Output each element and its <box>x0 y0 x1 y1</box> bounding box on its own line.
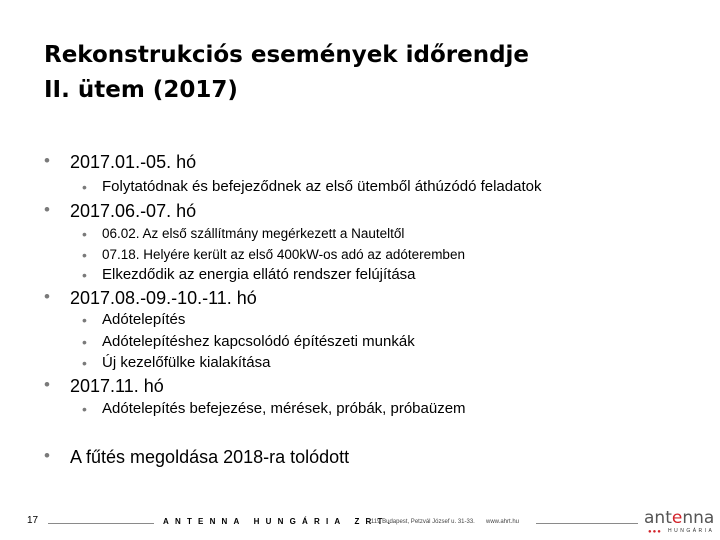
bullet-icon: • <box>82 334 87 350</box>
bullet-icon: • <box>82 179 87 195</box>
footer-address: 1119 Budapest, Petzvál József u. 31-33. <box>368 519 475 525</box>
bullet-icon: • <box>44 151 50 170</box>
section-label: 2017.06.-07. hó <box>70 201 197 221</box>
bullet-icon: • <box>82 401 87 417</box>
bullet-icon: • <box>82 247 87 263</box>
footer-divider-left <box>48 523 154 524</box>
item-text: 06.02. Az első szállítmány megérkezett a Nauteltől <box>102 226 405 241</box>
item-text: Folytatódnak és befejeződnek az első ütemből áthúzódó feladatok <box>102 178 542 195</box>
section-label: 2017.08.-09.-10.-11. hó <box>70 288 257 308</box>
item-text: Új kezelőfülke kialakítása <box>102 354 271 371</box>
footer-company: ANTENNA HUNGÁRIA ZRT. <box>163 517 397 526</box>
bullet-icon: • <box>82 312 87 328</box>
footer-divider-right <box>536 523 638 524</box>
bullet-icon: • <box>44 446 50 465</box>
bullet-icon: • <box>44 200 50 219</box>
page-number: 17 <box>27 515 39 526</box>
bullet-icon: • <box>44 375 50 394</box>
section-label: 2017.11. hó <box>70 376 164 396</box>
bullet-icon: • <box>82 267 87 283</box>
bullet-icon: • <box>44 287 50 306</box>
item-text: Adótelepítés befejezése, mérések, próbák, próbaüzem <box>102 400 466 417</box>
bullet-icon: • <box>82 226 87 242</box>
item-text: 07.18. Helyére került az első 400kW-os adó az adóteremben <box>102 247 465 262</box>
logo-dots-icon: ●●● <box>648 529 662 535</box>
section-label: A fűtés megoldása 2018-ra tolódott <box>70 447 350 467</box>
slide-title-line-2: II. ütem (2017) <box>44 77 238 103</box>
footer-website: www.ahrt.hu <box>486 519 520 525</box>
bullet-icon: • <box>82 355 87 371</box>
item-text: Elkezdődik az energia ellátó rendszer felújítása <box>102 266 416 283</box>
slide-title-line-1: Rekonstrukciós események időrendje <box>44 42 530 68</box>
logo-subtext: HUNGÁRIA <box>668 528 715 534</box>
antenna-hungaria-logo <box>644 510 716 538</box>
item-text: Adótelepítéshez kapcsolódó építészeti munkák <box>102 333 415 350</box>
logo-wordmark: antenna <box>644 508 715 528</box>
item-text: Adótelepítés <box>102 311 186 328</box>
section-label: 2017.01.-05. hó <box>70 152 197 172</box>
